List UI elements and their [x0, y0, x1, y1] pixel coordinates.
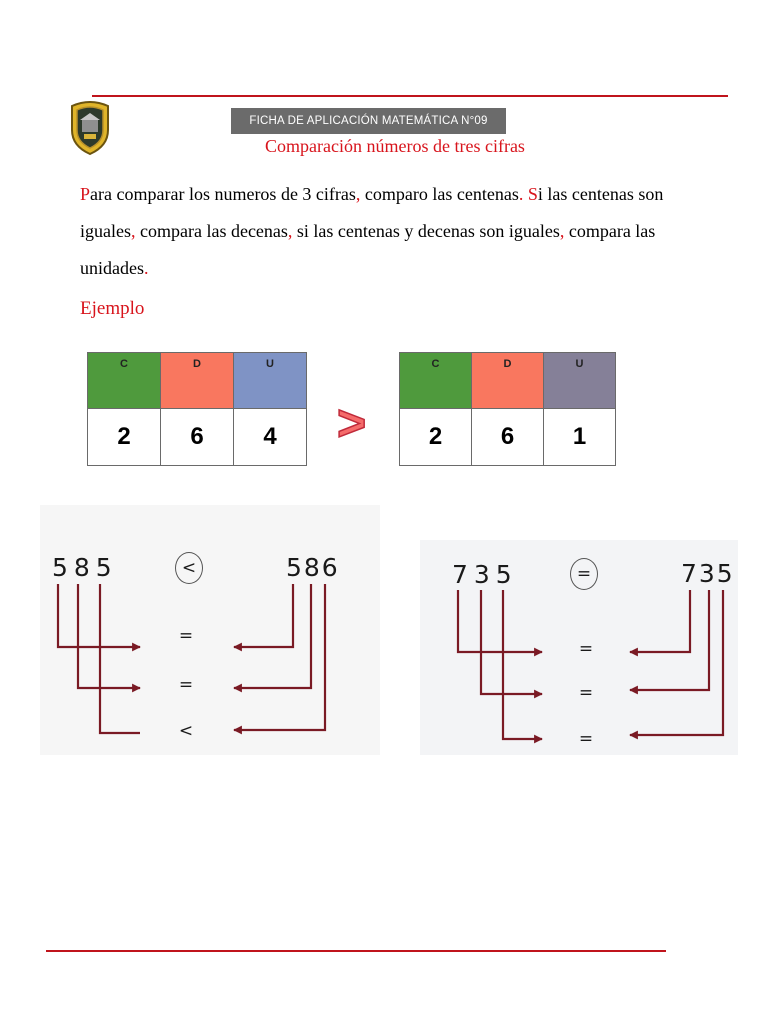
header-centenas: C [400, 353, 472, 409]
comparison-sign-circle: < [175, 552, 203, 584]
header-unidades: U [234, 353, 307, 409]
value-decenas: 6 [472, 409, 544, 466]
value-centenas: 2 [88, 409, 161, 466]
value-decenas: 6 [161, 409, 234, 466]
row-sign-decenas: = [578, 683, 594, 703]
value-unidades: 4 [234, 409, 307, 466]
header-decenas: D [472, 353, 544, 409]
row-sign-unidades: = [578, 729, 594, 749]
instructions-paragraph: Para comparar los numeros de 3 cifras, comparo las centenas. Si las centenas son iguales, compara las decenas, si las centenas y decenas son iguales, compara las unidades. [80, 184, 664, 278]
greater-than-sign: > [337, 395, 367, 451]
right-number: 586 [286, 553, 340, 582]
comparison-sign-circle: = [570, 558, 598, 590]
left-number: 735 [452, 560, 518, 589]
value-centenas: 2 [400, 409, 472, 466]
row-sign-centenas: = [578, 639, 594, 659]
row-sign-unidades: < [178, 721, 194, 741]
header-centenas: C [88, 353, 161, 409]
header-decenas: D [161, 353, 234, 409]
bottom-rule [46, 950, 666, 952]
value-unidades: 1 [544, 409, 616, 466]
left-number: 585 [52, 553, 118, 582]
right-number: 735 [681, 559, 735, 588]
example-heading: Ejemplo [80, 298, 145, 319]
row-sign-centenas: = [178, 626, 194, 646]
worksheet-title-band: FICHA DE APLICACIÓN MATEMÁTICA N°09 [231, 108, 506, 134]
row-sign-decenas: = [178, 675, 194, 695]
header-unidades: U [544, 353, 616, 409]
worksheet-subtitle: Comparación números de tres cifras [265, 136, 525, 156]
